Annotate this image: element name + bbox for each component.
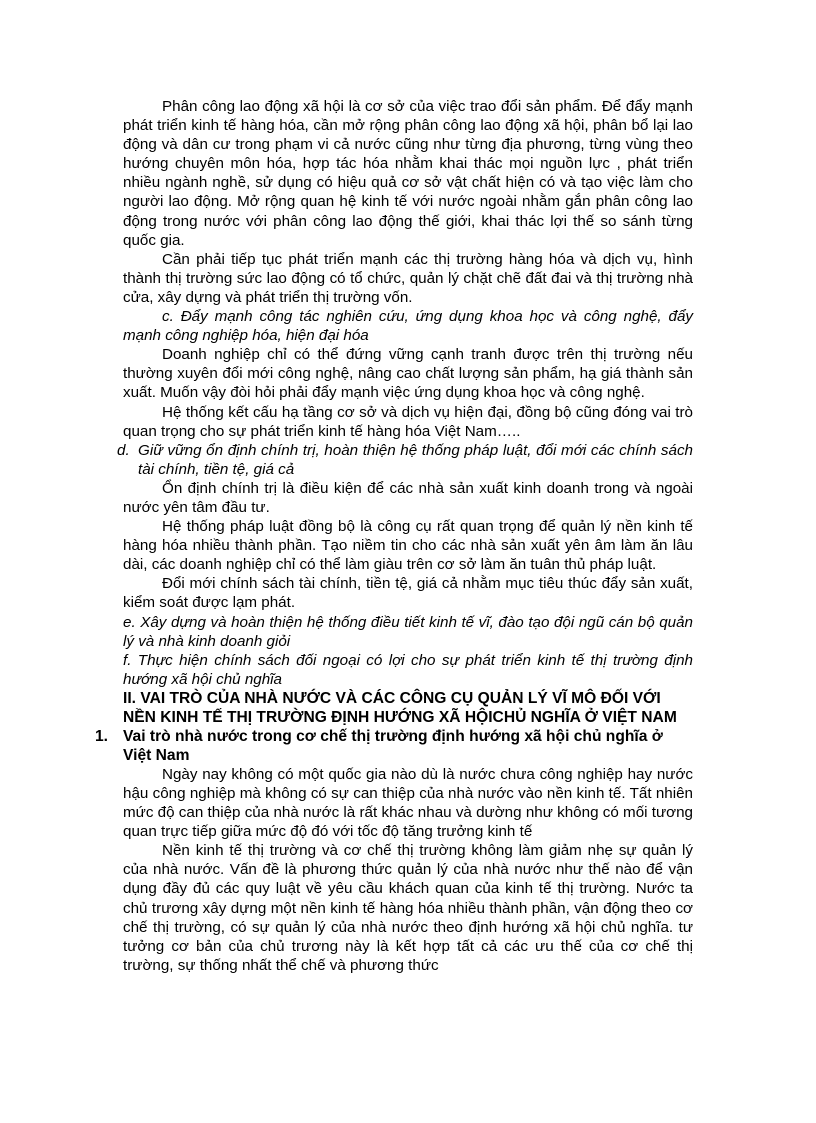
document-page xyxy=(95,97,693,975)
paragraph-enterprise-technology: Doanh nghiệp chỉ có thể đứng vững cạnh tranh được trên thị trường nếu thường xuyên đổi mới công nghệ, nâng cao chất lượng sản phẩm, hạ giá thành sản xuất. Muốn vậy đòi hỏi phải đẩy mạnh việc ứng dụng khoa học và công nghệ. xyxy=(123,346,693,402)
paragraph-market-economy-management: Nền kinh tế thị trường và cơ chế thị trường không làm giảm nhẹ sự quản lý của nhà nước. Vấn đề là phương thức quản lý của nhà nước như thế nào để vận dụng đầy đủ các quy luật về yêu cầu khách quan của kinh tế thị trường. Nước ta chủ trương xây dựng một nền kinh tế hàng hóa nhiều thành phần, vận động theo cơ chế thị trường, có sự quản lý của nhà nước theo định hướng xã hội chủ nghĩa. tư tưởng cơ bản của chủ trương này là kết hợp tất cả các ưu thế của cơ chế thị trường, sự thống nhất thể chế và phương thức xyxy=(123,842,693,974)
numbered-heading-1 xyxy=(95,727,693,765)
paragraph-market-development: Cần phải tiếp tục phát triển mạnh các thị trường hàng hóa và dịch vụ, hình thành thị trường sức lao động có tổ chức, quản lý chặt chẽ đất đai và thị trường nhà cửa, xây dựng và phát triển thị trường vốn. xyxy=(123,250,693,306)
paragraph-legal-system: Hệ thống pháp luật đồng bộ là công cụ rất quan trọng để quản lý nền kinh tế hàng hóa nhiều thành phần. Tạo niềm tin cho các nhà sản xuất yên âm làm ăn lâu dài, các doanh nghiệp chỉ có thể làm giàu trên cơ sở làm ăn tuân thủ pháp luật. xyxy=(123,518,693,574)
numbered-heading-title: Vai trò nhà nước trong cơ chế thị trường định hướng xã hội chủ nghĩa ở Việt Nam xyxy=(123,727,663,764)
subheading-d-marker: d. xyxy=(117,441,130,459)
paragraph-infrastructure: Hệ thống kết cấu hạ tầng cơ sở và dịch vụ hiện đại, đồng bộ cũng đóng vai trò quan trọng cho sự phát triển kinh tế hàng hóa Việt Nam….. xyxy=(123,403,693,440)
paragraph-state-intervention: Ngày nay không có một quốc gia nào dù là nước chưa công nghiệp hay nước hậu công nghiệp mà không có sự can thiệp của nhà nước vào nền kinh tế. Tất nhiên mức độ can thiệp của nhà nước là rất khác nhau và dường như không có mối tương quan trực tiếp giữa mức độ đó với tốc độ tăng trưởng kinh tế xyxy=(123,765,693,841)
numbered-heading-number: 1. xyxy=(95,727,109,745)
section-heading-ii: II. VAI TRÒ CỦA NHÀ NƯỚC VÀ CÁC CÔNG CỤ QUẢN LÝ VĨ MÔ ĐỐI VỚI NỀN KINH TẾ THỊ TRƯỜNG ĐỊNH HƯỚNG XÃ HỘICHỦ NGHĨA Ở VIỆT NAM xyxy=(123,689,677,726)
subheading-d-text: Giữ vững ổn định chính trị, hoàn thiện hệ thống pháp luật, đổi mới các chính sách tài chính, tiền tệ, giá cả xyxy=(138,441,693,478)
subheading-c-science-technology: c. Đẩy mạnh công tác nghiên cứu, ứng dụng khoa học và công nghệ, đẩy mạnh công nghiệp hóa, hiện đại hóa xyxy=(123,308,693,345)
subheading-f-foreign-policy: f. Thực hiện chính sách đối ngoại có lợi cho sự phát triển kinh tế thị trường định hướng xã hội chủ nghĩa xyxy=(123,651,693,688)
paragraph-political-stability: Ổn định chính trị là điều kiện để các nhà sản xuất kinh doanh trong và ngoài nước yên tâm đầu tư. xyxy=(123,479,693,516)
paragraph-labor-division: Phân công lao động xã hội là cơ sở của việc trao đổi sản phẩm. Để đẩy mạnh phát triển kinh tế hàng hóa, cần mở rộng phân công lao động xã hội, phân bổ lại lao động và dân cư trong phạm vi cả nước cũng như từng địa phương, từng vùng theo hướng chuyên môn hóa, hợp tác hóa nhằm khai thác mọi nguồn lực , phát triển nhiều ngành nghề, sử dụng có hiệu quả cơ sở vật chất hiện có và tạo việc làm cho người lao động. Mở rộng quan hệ kinh tế với nước ngoài nhằm gắn phân công lao động trong nước với phân công lao động thế giới, khai thác lợi thế so sánh từng quốc gia. xyxy=(123,98,693,249)
paragraph-financial-policy: Đổi mới chính sách tài chính, tiền tệ, giá cả nhằm mục tiêu thúc đẩy sản xuất, kiểm soát được lạm phát. xyxy=(123,575,693,612)
subheading-e-macro-regulation: e. Xây dựng và hoàn thiện hệ thống điều tiết kinh tế vĩ, đào tạo đội ngũ cán bộ quản lý và nhà kinh doanh giỏi xyxy=(123,613,693,650)
subheading-d-political-stability xyxy=(117,441,693,479)
